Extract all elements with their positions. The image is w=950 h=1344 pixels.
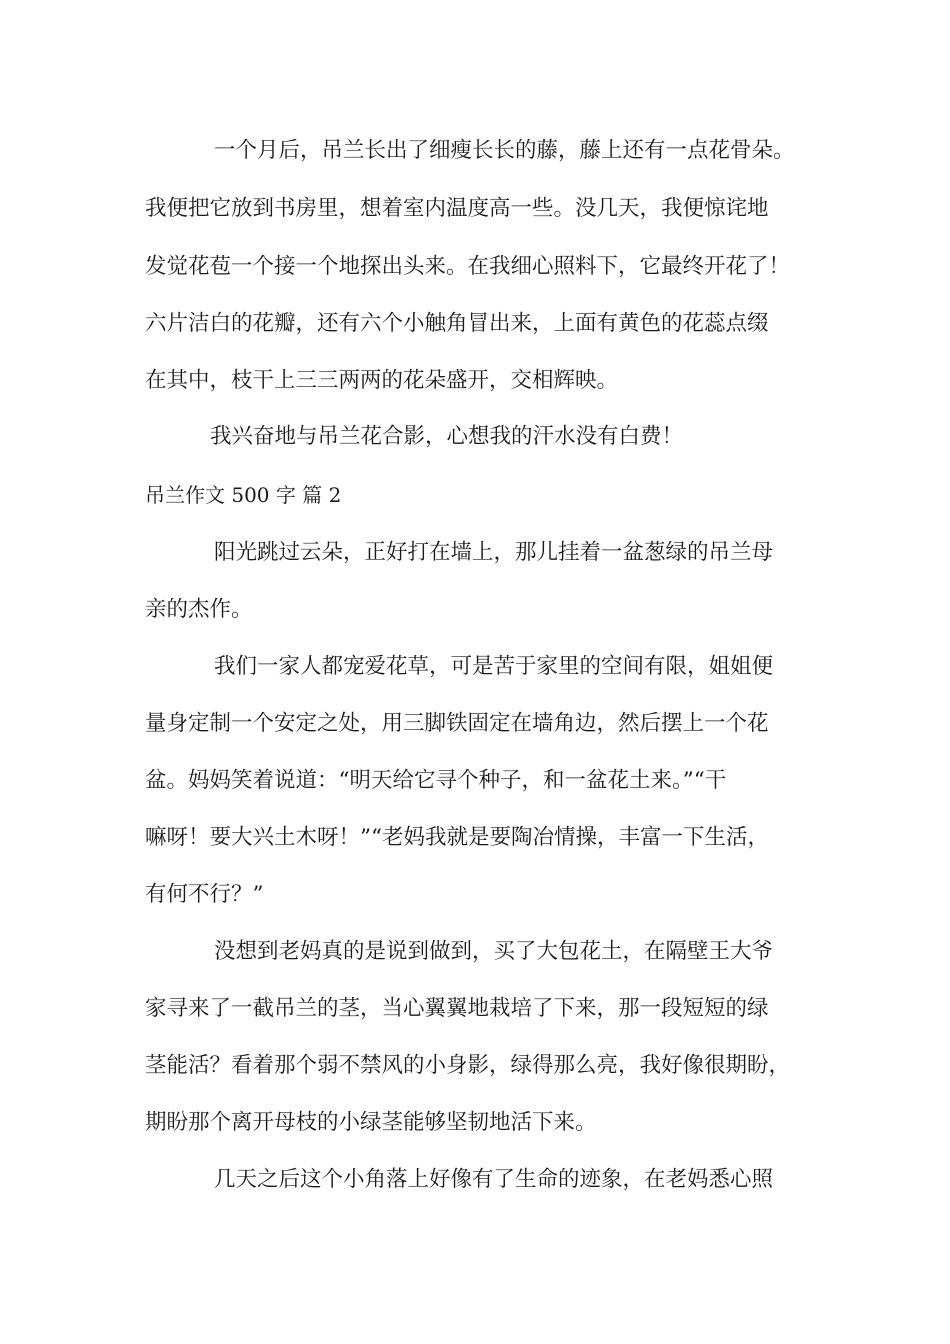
text-line: 我兴奋地与吊兰花合影，心想我的汗水没有白费！ <box>210 424 684 449</box>
text-line: 六片洁白的花瓣，还有六个小触角冒出来，上面有黄色的花蕊点缀 <box>145 311 769 336</box>
section-heading: 吊兰作文 500 字 篇 2 <box>145 483 342 507</box>
text-line: 家寻来了一截吊兰的茎，当心翼翼地栽培了下来，那一段短短的绿 <box>145 996 769 1021</box>
text-line: 一个月后，吊兰长出了细瘦长长的藤，藤上还有一点花骨朵。 <box>214 138 795 163</box>
text-line: 我们一家人都宠爱花草，可是苦于家里的空间有限，姐姐便 <box>214 654 774 679</box>
text-line: 发觉花苞一个接一个地探出头来。在我细心照料下，它最终开花了！ <box>145 254 791 279</box>
text-line: 阳光跳过云朵，正好打在墙上，那儿挂着一盆葱绿的吊兰母 <box>214 540 774 565</box>
text-line: 量身定制一个安定之处，用三脚铁固定在墙角边，然后摆上一个花 <box>145 711 769 736</box>
text-line: 没想到老妈真的是说到做到，买了大包花土，在隔壁王大爷 <box>214 939 774 964</box>
text-line: 茎能活？看着那个弱不禁风的小身影，绿得那么亮，我好像很期盼， <box>145 1053 791 1078</box>
text-line: 亲的杰作。 <box>145 597 253 622</box>
text-line: 在其中，枝干上三三两两的花朵盛开，交相辉映。 <box>145 368 619 393</box>
text-line: 几天之后这个小角落上好像有了生命的迹象，在老妈悉心照 <box>214 1167 774 1192</box>
text-line: 有何不行？” <box>145 882 264 907</box>
text-line: 盆。妈妈笑着说道：“明天给它寻个种子，和一盆花土来。”“干 <box>145 768 727 793</box>
text-line: 我便把它放到书房里，想着室内温度高一些。没几天，我便惊诧地 <box>145 196 769 221</box>
text-line: 嘛呀！要大兴土木呀！”“老妈我就是要陶冶情操，丰富一下生活， <box>145 825 769 850</box>
text-line: 期盼那个离开母枝的小绿茎能够坚韧地活下来。 <box>145 1110 597 1135</box>
